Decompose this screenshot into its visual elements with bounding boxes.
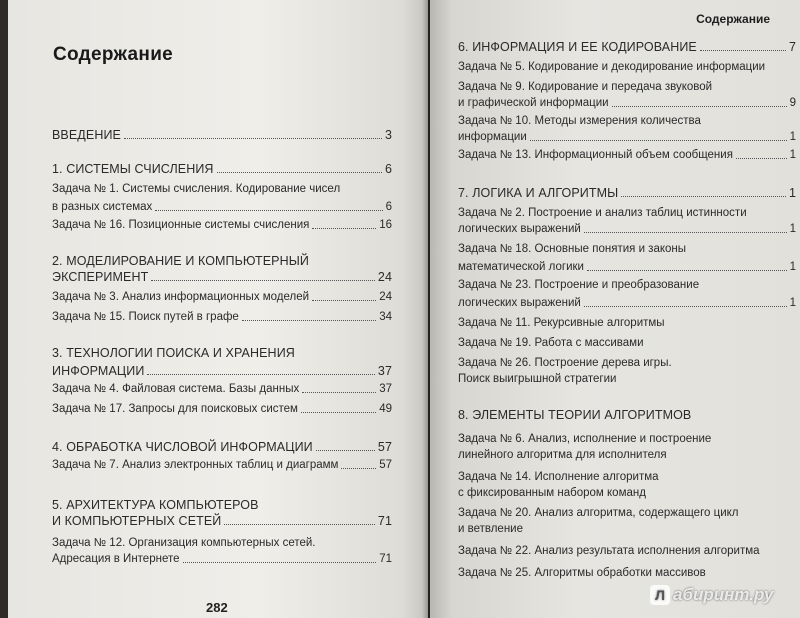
toc-leader-dots [224, 524, 375, 525]
toc-task-line [458, 296, 796, 310]
toc-entry-text: Задача № 15. Поиск путей в графе [52, 311, 239, 323]
toc-entry-text: в разных системах [52, 201, 153, 213]
watermark-text: абиринт.ру [673, 585, 774, 604]
toc-entry-text: логических выражений [458, 223, 581, 235]
toc-task-line [458, 566, 796, 580]
toc-entry-text: 4. ОБРАБОТКА ЧИСЛОВОЙ ИНФОРМАЦИИ [52, 440, 313, 454]
right-toc [430, 0, 800, 618]
toc-task-line [458, 242, 796, 256]
toc-entry-text: Задача № 19. Работа с массивами [458, 337, 644, 349]
toc-page-number: 6 [385, 201, 392, 213]
toc-entry-text: 7. ЛОГИКА И АЛГОРИТМЫ [458, 186, 619, 200]
toc-leader-dots [147, 374, 374, 375]
toc-entry-text: Адресация в Интернете [52, 553, 180, 565]
toc-leader-dots [736, 158, 787, 159]
toc-leader-dots [700, 50, 786, 51]
toc-entry-text: линейного алгоритма для исполнителя [458, 449, 667, 461]
toc-entry-text: Задача № 9. Кодирование и передача звуковой [458, 81, 713, 93]
toc-task-line [52, 458, 392, 472]
toc-entry-text: ВВЕДЕНИЕ [52, 128, 121, 142]
toc-page-number: 1 [789, 223, 796, 235]
toc-leader-dots [124, 138, 382, 139]
toc-task-line [52, 218, 392, 232]
toc-entry-text: Задача № 4. Файловая система. Базы данных [52, 383, 300, 395]
toc-leader-dots [584, 306, 787, 307]
toc-page-number: 37 [377, 364, 392, 378]
toc-task-line [458, 506, 796, 520]
toc-page-number: 3 [384, 128, 392, 142]
toc-entry-text: 6. ИНФОРМАЦИЯ И ЕЕ КОДИРОВАНИЕ [458, 40, 697, 54]
toc-leader-dots [621, 196, 786, 197]
toc-task-line [458, 544, 796, 558]
toc-section-line [52, 270, 392, 284]
toc-entry-text: ЭКСПЕРИМЕНТ [52, 270, 149, 284]
toc-page-number: 9 [789, 97, 796, 109]
toc-task-line [458, 356, 796, 370]
toc-task-line [458, 206, 796, 220]
toc-page-number: 6 [384, 162, 392, 176]
toc-leader-dots [217, 172, 382, 173]
toc-entry-text: и ветвление [458, 523, 524, 535]
toc-page-number: 24 [379, 291, 392, 303]
toc-page-number: 1 [789, 149, 796, 161]
toc-entry-text: Задача № 16. Позиционные системы счисления [52, 219, 310, 231]
toc-page-number: 1 [789, 261, 796, 273]
toc-entry-text: И КОМПЬЮТЕРНЫХ СЕТЕЙ [52, 514, 222, 528]
toc-task-line [458, 130, 796, 144]
toc-section-line [52, 440, 392, 454]
toc-leader-dots [155, 210, 382, 211]
toc-leader-dots [301, 412, 376, 413]
watermark-logo-icon: Л [650, 585, 670, 605]
toc-page-number: 71 [377, 514, 392, 528]
watermark [650, 585, 773, 605]
toc-leader-dots [584, 232, 787, 233]
page-number: 282 [206, 600, 228, 615]
toc-leader-dots [312, 300, 376, 301]
toc-page-number: 7 [788, 40, 796, 54]
toc-task-line [458, 260, 796, 274]
toc-task-line [458, 448, 796, 462]
toc-entry-text: Задача № 25. Алгоритмы обработки массивов [458, 567, 706, 579]
toc-entry-text: Задача № 2. Построение и анализ таблиц истинности [458, 207, 747, 219]
toc-task-line [52, 536, 392, 550]
toc-entry-text: Задача № 6. Анализ, исполнение и построение [458, 433, 712, 445]
toc-entry-text: с фиксированным набором команд [458, 487, 646, 499]
toc-entry-text: Задача № 11. Рекурсивные алгоритмы [458, 317, 665, 329]
toc-leader-dots [151, 280, 375, 281]
page-title: Содержание [53, 44, 174, 65]
toc-entry-text: 1. СИСТЕМЫ СЧИСЛЕНИЯ [52, 162, 214, 176]
toc-leader-dots [183, 562, 377, 563]
toc-entry-text: Задача № 14. Исполнение алгоритма [458, 471, 659, 483]
toc-entry-text: Поиск выигрышной стратегии [458, 373, 617, 385]
toc-task-line [458, 486, 796, 500]
toc-entry-text: Задача № 23. Построение и преобразование [458, 279, 700, 291]
right-page [430, 0, 800, 618]
toc-entry-text: Задача № 13. Информационный объем сообщения [458, 149, 733, 161]
toc-entry-text: Задача № 1. Системы счисления. Кодирование чисел [52, 183, 341, 195]
toc-task-line [52, 402, 392, 416]
toc-entry-text: Задача № 12. Организация компьютерных сетей. [52, 537, 316, 549]
toc-task-line [458, 80, 796, 94]
toc-page-number: 1 [788, 186, 796, 200]
toc-entry-text: Задача № 20. Анализ алгоритма, содержащего цикл [458, 507, 739, 519]
toc-page-number: 1 [789, 131, 796, 143]
toc-leader-dots [612, 106, 787, 107]
toc-section-line [52, 364, 392, 378]
toc-task-line [52, 182, 392, 196]
toc-section-line [52, 498, 392, 512]
toc-leader-dots [587, 270, 787, 271]
toc-leader-dots [302, 392, 376, 393]
toc-task-line [458, 114, 796, 128]
toc-task-line [458, 96, 796, 110]
toc-entry-text: 8. ЭЛЕМЕНТЫ ТЕОРИИ АЛГОРИТМОВ [458, 408, 692, 422]
toc-entry-text: логических выражений [458, 297, 581, 309]
toc-entry-text: Задача № 5. Кодирование и декодирование информации [458, 61, 766, 73]
toc-task-line [458, 432, 796, 446]
toc-entry-text: Задача № 17. Запросы для поисковых систем [52, 403, 298, 415]
toc-section-line [52, 128, 392, 142]
toc-page-number: 37 [379, 383, 392, 395]
toc-task-line [458, 222, 796, 236]
toc-entry-text: информации [458, 131, 527, 143]
toc-leader-dots [316, 450, 375, 451]
toc-task-line [52, 552, 392, 566]
toc-section-line [52, 514, 392, 528]
toc-task-line [458, 148, 796, 162]
toc-task-line [458, 470, 796, 484]
toc-entry-text: 3. ТЕХНОЛОГИИ ПОИСКА И ХРАНЕНИЯ [52, 346, 295, 360]
toc-entry-text: 5. АРХИТЕКТУРА КОМПЬЮТЕРОВ [52, 498, 259, 512]
toc-section-line [52, 254, 392, 268]
toc-leader-dots [312, 228, 376, 229]
running-header: Содержание [696, 12, 770, 26]
toc-entry-text: Задача № 7. Анализ электронных таблиц и диаграмм [52, 459, 339, 471]
left-page [8, 0, 428, 618]
toc-task-line [458, 278, 796, 292]
toc-entry-text: Задача № 3. Анализ информационных моделей [52, 291, 310, 303]
toc-section-line [458, 408, 796, 422]
toc-section-line [52, 346, 392, 360]
toc-entry-text: Задача № 18. Основные понятия и законы [458, 243, 687, 255]
toc-page-number: 34 [379, 311, 392, 323]
toc-section-line [458, 186, 796, 200]
toc-page-number: 1 [789, 297, 796, 309]
toc-task-line [458, 522, 796, 536]
toc-entry-text: и графической информации [458, 97, 609, 109]
toc-task-line [458, 316, 796, 330]
toc-leader-dots [242, 320, 376, 321]
toc-task-line [458, 372, 796, 386]
toc-task-line [52, 310, 392, 324]
toc-entry-text: Задача № 10. Методы измерения количества [458, 115, 701, 127]
toc-section-line [458, 40, 796, 54]
toc-task-line [52, 382, 392, 396]
left-toc [8, 0, 428, 618]
toc-page-number: 57 [379, 459, 392, 471]
toc-section-line [52, 162, 392, 176]
toc-page-number: 16 [379, 219, 392, 231]
toc-entry-text: Задача № 22. Анализ результата исполнения алгоритма [458, 545, 760, 557]
toc-task-line [52, 200, 392, 214]
toc-task-line [458, 336, 796, 350]
toc-leader-dots [530, 140, 787, 141]
toc-page-number: 71 [379, 553, 392, 565]
toc-page-number: 24 [377, 270, 392, 284]
toc-leader-dots [341, 468, 376, 469]
toc-task-line [52, 290, 392, 304]
toc-page-number: 57 [377, 440, 392, 454]
toc-entry-text: Задача № 26. Построение дерева игры. [458, 357, 672, 369]
toc-entry-text: математической логики [458, 261, 584, 273]
toc-entry-text: 2. МОДЕЛИРОВАНИЕ И КОМПЬЮТЕРНЫЙ [52, 254, 309, 268]
toc-page-number: 49 [379, 403, 392, 415]
toc-entry-text: ИНФОРМАЦИИ [52, 364, 145, 378]
toc-task-line [458, 60, 796, 74]
